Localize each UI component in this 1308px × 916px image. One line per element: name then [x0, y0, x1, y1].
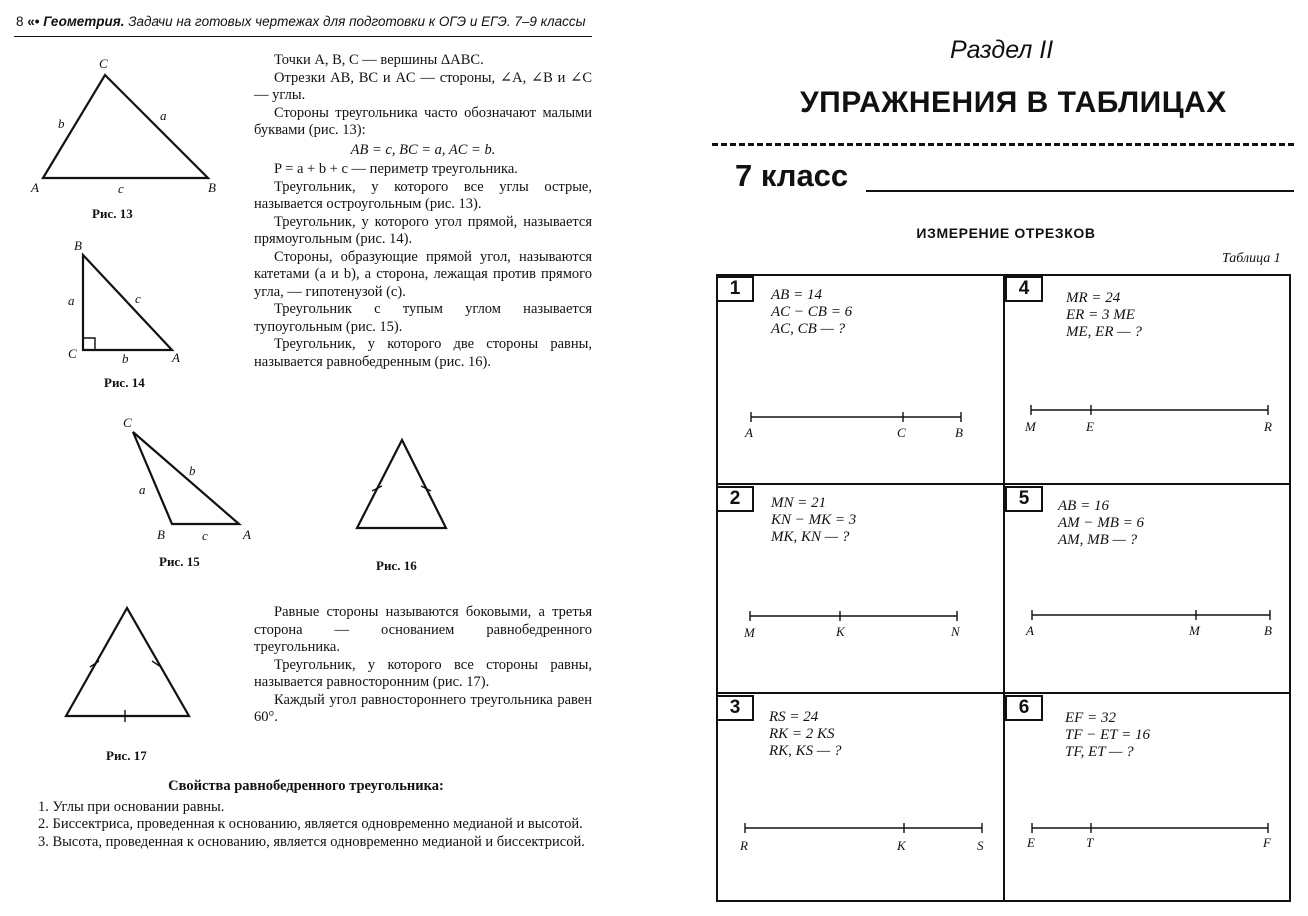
table-row-divider: [716, 692, 1291, 694]
chapter-title: Раздел II: [950, 36, 1054, 64]
point-label: A: [1026, 623, 1034, 638]
page-number: 8: [16, 14, 24, 29]
fig13-vertex-c: C: [99, 56, 108, 71]
paragraph: Треугольник с тупым углом называется тупоугольным (рис. 15).: [254, 301, 592, 335]
condition-line: EF = 32: [1065, 710, 1116, 726]
fig14-vertex-a: A: [172, 350, 180, 365]
fig16-caption: Рис. 16: [376, 558, 417, 573]
fig13-caption: Рис. 13: [92, 206, 133, 221]
fig14-side-c: c: [135, 291, 141, 306]
fig15-triangle: [133, 432, 239, 524]
exercise-conditions: [769, 709, 842, 760]
condition-line: RS = 24: [769, 709, 819, 725]
grade-underline: [866, 190, 1294, 192]
fig14-side-b: b: [122, 351, 129, 366]
table-row-divider: [716, 483, 1291, 485]
paragraph: P = a + b + c — периметр треугольника.: [274, 161, 518, 177]
fig15-side-b: b: [189, 463, 196, 478]
fig15-side-a: a: [139, 482, 146, 497]
fig14-side-a: a: [68, 293, 75, 308]
exercise-conditions: [771, 287, 852, 338]
fig13-side-b: b: [58, 116, 65, 131]
point-label: B: [955, 425, 963, 440]
point-label: K: [836, 624, 845, 639]
point-label: M: [1025, 419, 1036, 434]
fig14-vertex-b: B: [74, 238, 82, 253]
point-label: R: [1264, 419, 1272, 434]
point-label: R: [740, 838, 748, 853]
dashed-separator: [712, 143, 1294, 146]
exercise-number: 5: [1005, 486, 1043, 512]
condition-line: ME, ER — ?: [1066, 324, 1142, 340]
condition-line: MN = 21: [771, 495, 827, 511]
point-label: T: [1086, 835, 1094, 850]
header-marker: «•: [27, 14, 40, 29]
fig15-vertex-c: C: [123, 415, 132, 430]
point-label: M: [1189, 623, 1200, 638]
fig13-side-c: c: [118, 181, 124, 196]
paragraph: Стороны треугольника часто обозначают малыми буквами (рис. 13):: [254, 104, 592, 138]
condition-line: AM, MB — ?: [1058, 532, 1138, 548]
fig15-side-c: c: [202, 528, 208, 543]
paragraph: Стороны, образующие прямой угол, называются катетами (a и b), а сторона, лежащая против прямого угла, — гипотенузой (c).: [254, 248, 592, 300]
fig15-caption: Рис. 15: [159, 554, 200, 569]
fig13-side-a: a: [160, 108, 167, 123]
fig13-triangle: [43, 75, 208, 178]
exercise-number: 6: [1005, 695, 1043, 721]
paragraph: Треугольник, у которого все стороны равны, называется равносторонним (рис. 17).: [254, 656, 592, 690]
exercise-number: 4: [1005, 276, 1043, 302]
isosceles-block: [254, 604, 592, 727]
fig16-triangle: [357, 440, 446, 528]
fig14-caption: Рис. 14: [104, 375, 145, 390]
exercise-number: 1: [716, 276, 754, 302]
grade-title: 7 класс: [735, 158, 849, 193]
fig14-vertex-c: C: [68, 346, 77, 361]
point-label: K: [897, 838, 906, 853]
point-label: E: [1086, 419, 1094, 434]
paragraph: Треугольник, у которого две стороны равны, называется равнобедренным (рис. 16).: [254, 336, 592, 370]
section-title: ИЗМЕРЕНИЕ ОТРЕЗКОВ: [916, 225, 1096, 241]
formula-sides: AB = c, BC = a, AC = b.: [350, 141, 496, 158]
condition-line: KN − MK = 3: [771, 512, 857, 528]
point-label: S: [977, 838, 984, 853]
fig15-vertex-a: A: [243, 527, 251, 542]
paragraph: Отрезки AB, BC и AC — стороны, ∠A, ∠B и ∠C — углы.: [254, 69, 592, 103]
paragraph: Каждый угол равностороннего треугольника равен 60°.: [254, 691, 592, 725]
point-label: F: [1263, 835, 1271, 850]
point-label: N: [951, 624, 960, 639]
property-item: 3. Высота, проведенная к основанию, является одновременно медианой и биссектрисой.: [38, 833, 585, 850]
exercise-number: 2: [716, 486, 754, 512]
fig15-vertex-b: B: [157, 527, 165, 542]
property-item: 2. Биссектриса, проведенная к основанию, является одновременно медианой и высотой.: [38, 816, 583, 832]
property-item: 1. Углы при основании равны.: [38, 798, 225, 815]
exercise-number: 3: [716, 695, 754, 721]
condition-line: ER = 3 ME: [1066, 307, 1135, 323]
page-heading: УПРАЖНЕНИЯ В ТАБЛИЦАХ: [800, 86, 1227, 119]
condition-line: TF, ET — ?: [1065, 744, 1134, 760]
point-label: M: [744, 625, 755, 640]
exercise-conditions: [771, 495, 856, 546]
right-angle-mark: [83, 338, 95, 350]
paragraph: Точки A, B, C — вершины ΔABC.: [274, 52, 484, 68]
fig17-triangle: [66, 608, 189, 716]
fig13-vertex-a: A: [31, 180, 39, 195]
condition-line: AB = 16: [1058, 498, 1109, 514]
definitions-block: [254, 52, 592, 371]
condition-line: AB = 14: [771, 287, 822, 303]
point-label: C: [897, 425, 906, 440]
table-column-divider: [1003, 274, 1005, 902]
paragraph: Треугольник, у которого все углы острые, называется остроугольным (рис. 13).: [254, 178, 592, 212]
point-label: B: [1264, 623, 1272, 638]
exercise-conditions: [1058, 498, 1144, 549]
condition-line: TF − ET = 16: [1065, 727, 1150, 743]
point-label: E: [1027, 835, 1035, 850]
fig13-vertex-b: B: [208, 180, 216, 195]
header-subtitle: Задачи на готовых чертежах для подготовки к ОГЭ и ЕГЭ. 7–9 классы: [124, 14, 586, 29]
condition-line: RK = 2 KS: [769, 726, 835, 742]
condition-line: AM − MB = 6: [1058, 515, 1145, 531]
table-label: Таблица 1: [1222, 251, 1281, 266]
paragraph: Равные стороны называются боковыми, а третья сторона — основанием равнобедренного треугольника.: [254, 604, 592, 655]
header-title: Геометрия.: [43, 14, 125, 29]
paragraph: Треугольник, у которого угол прямой, называется прямоугольным (рис. 14).: [254, 213, 592, 247]
point-label: A: [745, 425, 753, 440]
properties-block: [18, 778, 594, 851]
condition-line: AC, CB — ?: [771, 321, 846, 337]
fig17-caption: Рис. 17: [106, 748, 147, 763]
exercise-conditions: [1066, 290, 1142, 341]
condition-line: RK, KS — ?: [769, 743, 842, 759]
condition-line: AC − CB = 6: [771, 304, 853, 320]
condition-line: MR = 24: [1066, 290, 1121, 306]
properties-title: Свойства равнобедренного треугольника:: [168, 778, 444, 794]
condition-line: MK, KN — ?: [771, 529, 850, 545]
fig14-triangle: [83, 255, 172, 350]
exercise-conditions: [1065, 710, 1150, 761]
